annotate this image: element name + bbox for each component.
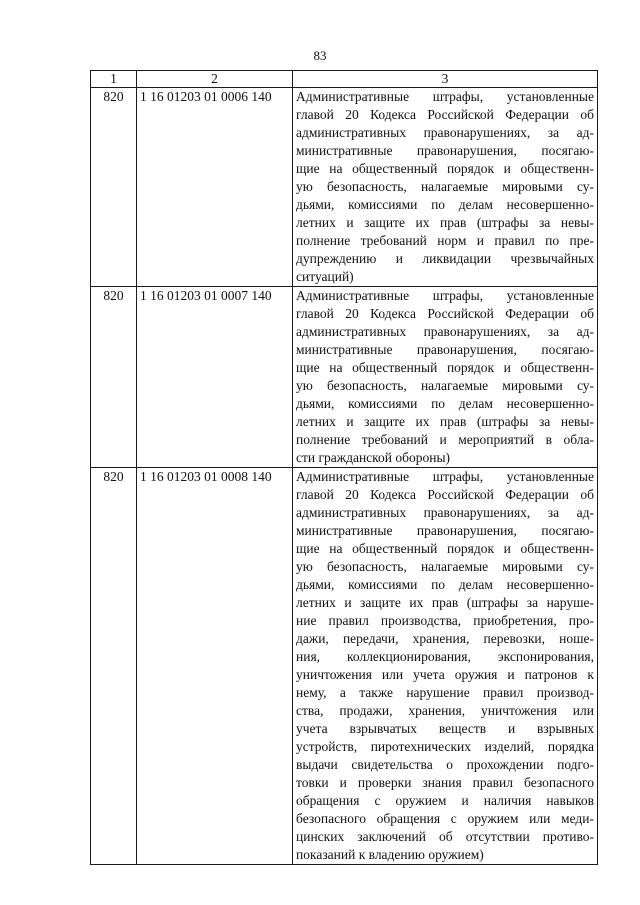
description-line: щие на общественный порядок и общественн- [296, 161, 594, 176]
page-number: 83 [313, 48, 327, 63]
description-line: дьями, комиссиями по делам несовершенно- [296, 577, 594, 592]
column-header-1: 1 [91, 71, 137, 88]
description-line: главой 20 Кодекса Российской Федерации об [296, 306, 594, 321]
description-line: полнение требований и мероприятий в обла- [296, 432, 594, 447]
description-cell [293, 287, 598, 468]
description-line: безопасного обращения с оружием или меди- [296, 811, 594, 826]
description-line: ние правил производства, приобретения, про- [296, 613, 594, 628]
description-line: летних и защите их прав (штрафы за невы- [296, 215, 594, 230]
description-line: дьями, комиссиями по делам несовершенно- [296, 197, 594, 212]
description-line: министративные правонарушения, посягаю- [296, 523, 594, 538]
description-line: учета взрывчатых веществ и взрывных [296, 721, 594, 736]
description-line: дажи, передачи, хранения, перевозки, ноше- [296, 631, 594, 646]
description-line: цинских заключений об отсутствии противо- [296, 829, 594, 844]
admin-code-cell: 820 [91, 287, 137, 468]
description-line: ства, продажи, хранения, уничтожения или [296, 703, 594, 718]
description-cell [293, 88, 598, 287]
description-line: сти гражданской обороны) [296, 450, 451, 465]
description-line: ния, коллекционирования, экспонирования, [296, 649, 594, 664]
description-line: щие на общественный порядок и общественн- [296, 360, 594, 375]
description-line: Административные штрафы, установленные [296, 89, 594, 104]
description-line: дьями, комиссиями по делам несовершенно- [296, 396, 594, 411]
description-line: административных правонарушениях, за ад- [296, 324, 594, 339]
description-line: летних и защите их прав (штрафы за невы- [296, 414, 594, 429]
description-line: ситуаций) [296, 269, 354, 284]
description-line: полнение требований норм и правил по пре- [296, 233, 594, 248]
description-line: выдачи свидетельства о прохождении подго- [296, 757, 594, 772]
table-row [91, 287, 598, 468]
description-line: административных правонарушениях, за ад- [296, 125, 594, 140]
description-line: ую безопасность, налагаемые мировыми су- [296, 378, 594, 393]
description-line: обращения с оружием и наличия навыков [296, 793, 594, 808]
table-header-row [91, 71, 598, 88]
description-line: щие на общественный порядок и общественн- [296, 541, 594, 556]
description-line: главой 20 Кодекса Российской Федерации об [296, 107, 594, 122]
description-cell [293, 468, 598, 865]
description-line: дупреждению и ликвидации чрезвычайных [296, 251, 594, 266]
description-line: показаний к владению оружием) [296, 847, 484, 862]
description-line: административных правонарушениях, за ад- [296, 505, 594, 520]
column-header-2: 2 [137, 71, 293, 88]
budget-code-cell: 1 16 01203 01 0006 140 [137, 88, 293, 287]
description-line: товки и проверки знания правил безопасного [296, 775, 594, 790]
description-line: Административные штрафы, установленные [296, 469, 594, 484]
description-line: устройств, пиротехнических изделий, порядка [296, 739, 594, 754]
description-line: главой 20 Кодекса Российской Федерации об [296, 487, 594, 502]
admin-code-cell: 820 [91, 468, 137, 865]
description-line: ую безопасность, налагаемые мировыми су- [296, 559, 594, 574]
budget-code-cell: 1 16 01203 01 0007 140 [137, 287, 293, 468]
description-line: нему, а также нарушение правил производ- [296, 685, 594, 700]
description-line: министративные правонарушения, посягаю- [296, 143, 594, 158]
column-header-3: 3 [293, 71, 598, 88]
description-line: министративные правонарушения, посягаю- [296, 342, 594, 357]
description-line: ую безопасность, налагаемые мировыми су- [296, 179, 594, 194]
description-line: уничтожения или учета оружия и патронов к [296, 667, 594, 682]
description-line: Административные штрафы, установленные [296, 288, 594, 303]
table-row [91, 88, 598, 287]
fines-table [90, 70, 598, 865]
admin-code-cell: 820 [91, 88, 137, 287]
table-body [91, 88, 598, 865]
table-row [91, 468, 598, 865]
description-line: летних и защите их прав (штрафы за наруше- [296, 595, 594, 610]
budget-code-cell: 1 16 01203 01 0008 140 [137, 468, 293, 865]
